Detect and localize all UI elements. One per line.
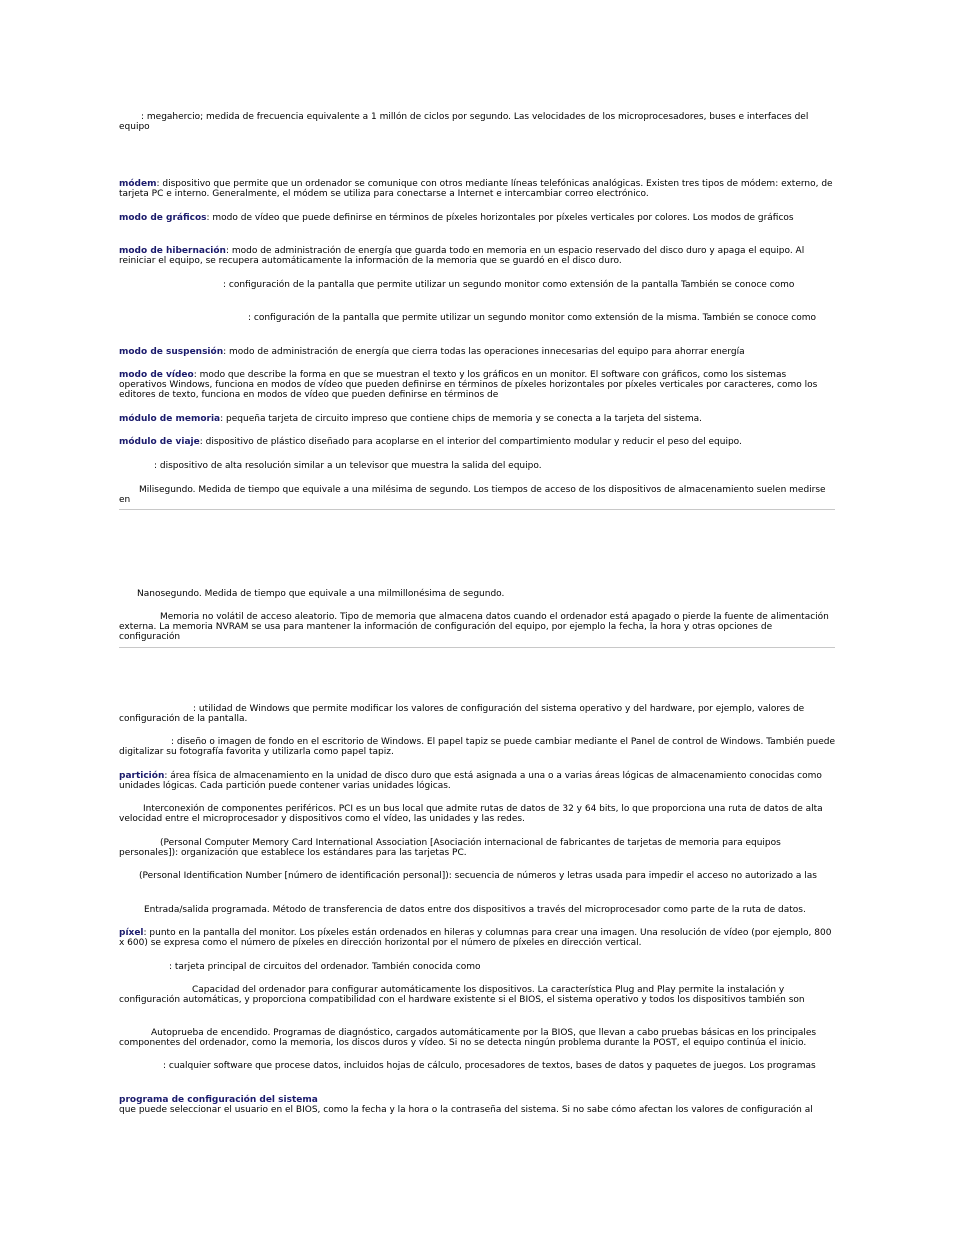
entry-definition: Autoprueba de encendido. Programas de diagnóstico, cargados automáticamente por la BIOS, que llevan a cabo pruebas básicas en los principales componentes del ordenador, como la memoria, los discos duros y vídeo. Si no se detecta ningún problema durante la POST, el equipo continúa el inicio. (119, 1028, 817, 1048)
glossary-entry-pin (119, 871, 835, 881)
glossary-entry-pixel (119, 928, 835, 948)
entry-definition: Nanosegundo. Medida de tiempo que equivale a una milmillonésima de segundo. (137, 589, 505, 599)
entry-definition: : diseño o imagen de fondo en el escritorio de Windows. El papel tapiz se puede cambiar mediante el Panel de control de Windows. También puede digitalizar su fotografía favorita y utilizarla como papel tapiz. (119, 737, 836, 757)
entry-definition: : tarjeta principal de circuitos del ordenador. También conocida como (169, 962, 481, 972)
entry-definition: : utilidad de Windows que permite modificar los valores de configuración del sistema operativo y del hardware, por ejemplo, valores de configuración de la pantalla. (119, 704, 805, 724)
section-divider (119, 647, 835, 648)
entry-definition: Memoria no volátil de acceso aleatorio. Tipo de memoria que almacena datos cuando el ordenador está apagado o pierde la fuente de alimentación externa. La memoria NVRAM se usa para mantener la información de configuración del equipo, por ejemplo la fecha, la hora y otras opciones de configuración (119, 612, 829, 642)
entry-term: modo de gráficos (119, 213, 207, 223)
entry-definition: (Personal Identification Number [número de identificación personal]): secuencia de números y letras usada para impedir el acceso no autorizado a las (139, 871, 817, 881)
glossary-entry-pci (119, 804, 835, 824)
entry-definition: Entrada/salida programada. Método de transferencia de datos entre dos dispositivos a través del microprocesador como parte de la ruta de datos. (144, 905, 806, 915)
glossary-entry-modulo-memoria (119, 414, 835, 424)
section-divider (119, 509, 835, 510)
glossary-entry-placa-base (119, 962, 835, 972)
glossary-entry-ns (119, 589, 835, 599)
entry-definition: que puede seleccionar el usuario en el BIOS, como la fecha y la hora o la contraseña del sistema. Si no sabe cómo afectan los valores de configuración al (119, 1105, 813, 1115)
glossary-entry-modo-graficos (119, 213, 835, 223)
entry-definition: : punto en la pantalla del monitor. Los píxeles están ordenados en hileras y columnas para crear una imagen. Una resolución de vídeo (por ejemplo, 800 x 600) se expresa como el número de píxeles en dirección horizontal por el número de píxeles en dirección vertical. (119, 928, 832, 948)
glossary-entry-ms (119, 485, 835, 505)
glossary-entry-modo-suspension (119, 347, 835, 357)
glossary-entry-pcmcia (119, 838, 835, 858)
glossary-entry-pio (119, 905, 835, 915)
entry-term: módulo de viaje (119, 437, 200, 447)
entry-term: programa de configuración del sistema (119, 1095, 318, 1105)
entry-definition: : dispositivo que permite que un ordenador se comunique con otros mediante líneas telefónicas analógicas. Existen tres tipos de módem: externo, de tarjeta PC e interno. Generalmente, el módem se utiliza para conectarse a Internet e intercambiar correo electrónico. (119, 179, 833, 199)
entry-definition: : dispositivo de plástico diseñado para acoplarse en el interior del compartimiento modular y reducir el peso del equipo. (199, 437, 742, 447)
glossary-entry-modo-pantalla-dual (119, 313, 835, 323)
entry-definition: : dispositivo de alta resolución similar a un televisor que muestra la salida del equipo. (154, 461, 542, 471)
glossary-entry-programa-configuracion (119, 1095, 835, 1115)
entry-term: píxel (119, 928, 144, 938)
entry-term: modo de suspensión (119, 347, 224, 357)
entry-definition: : modo de administración de energía que cierra todas las operaciones innecesarias del equipo para ahorrar energía (223, 347, 745, 357)
entry-definition: Capacidad del ordenador para configurar automáticamente los dispositivos. La característica Plug and Play permite la instalación y configuración automáticas, y proporciona compatibilidad con el hardware existente si el BIOS, el sistema operativo y todos los dispositivos también son (119, 985, 805, 1005)
glossary-entry-modulo-viaje (119, 437, 835, 447)
entry-definition: : modo que describe la forma en que se muestran el texto y los gráficos en un monitor. El software con gráficos, como los sistemas operativos Windows, funciona en modos de vídeo que pueden definirse en términos de píxeles horizontales por píxeles verticales por caracteres, como los editores de texto, funciona en modos de vídeo que pueden definirse en términos de (119, 370, 818, 400)
entry-term: módulo de memoria (119, 414, 221, 424)
entry-term: modo de vídeo (119, 370, 194, 380)
glossary-entry-mhz (119, 112, 835, 132)
glossary-entry-plug-and-play (119, 985, 835, 1005)
entry-term: módem (119, 179, 157, 189)
entry-definition: : configuración de la pantalla que permite utilizar un segundo monitor como extensión de la pantalla También se conoce como (223, 280, 795, 290)
entry-definition: : modo de administración de energía que guarda todo en memoria en un espacio reservado del disco duro y apaga el equipo. Al reiniciar el equipo, se recupera automáticamente la información de la memoria que se guardó en el disco duro. (119, 246, 805, 266)
glossary-entry-papel-tapiz (119, 737, 835, 757)
glossary-entry-modo-pantalla-ampliada (119, 280, 835, 290)
entry-definition: : cualquier software que procese datos, incluidos hojas de cálculo, procesadores de textos, bases de datos y paquetes de juegos. Los programas (163, 1061, 816, 1071)
glossary-entry-particion (119, 771, 835, 791)
entry-term: partición (119, 771, 165, 781)
glossary-entry-nvram (119, 612, 835, 642)
entry-definition: Milisegundo. Medida de tiempo que equivale a una milésima de segundo. Los tiempos de acceso de los dispositivos de almacenamiento suelen medirse en (119, 485, 826, 505)
glossary-entry-modem (119, 179, 835, 199)
entry-definition: : megahercio; medida de frecuencia equivalente a 1 millón de ciclos por segundo. Las velocidades de los microprocesadores, buses e interfaces del equipo (119, 112, 809, 132)
glossary-entry-modo-hibernacion (119, 246, 835, 266)
entry-definition: : pequeña tarjeta de circuito impreso que contiene chips de memoria y se conecta a la tarjeta del sistema. (220, 414, 702, 424)
entry-definition: : configuración de la pantalla que permite utilizar un segundo monitor como extensión de la misma. También se conoce como (248, 313, 817, 323)
entry-definition: : área física de almacenamiento en la unidad de disco duro que está asignada a una o a varias áreas lógicas de almacenamiento conocidas como unidades lógicas. Cada partición puede contener varias unidades lógicas. (119, 771, 822, 791)
glossary-entry-monitor (119, 461, 835, 471)
glossary-entry-panel-control (119, 704, 835, 724)
entry-definition: (Personal Computer Memory Card International Association [Asociación internacional de fabricantes de tarjetas de memoria para equipos personales]): organización que establece los estándares para las tarjetas PC. (119, 838, 781, 858)
entry-definition: Interconexión de componentes periféricos. PCI es un bus local que admite rutas de datos de 32 y 64 bits, lo que proporciona una ruta de datos de alta velocidad entre el microprocesador y dispositivos como el vídeo, las unidades y las redes. (119, 804, 823, 824)
glossary-entry-post (119, 1028, 835, 1048)
glossary-entry-programa (119, 1061, 835, 1071)
glossary-entry-modo-video (119, 370, 835, 400)
entry-term: modo de hibernación (119, 246, 226, 256)
entry-definition: : modo de vídeo que puede definirse en términos de píxeles horizontales por píxeles verticales por colores. Los modos de gráficos (206, 213, 794, 223)
